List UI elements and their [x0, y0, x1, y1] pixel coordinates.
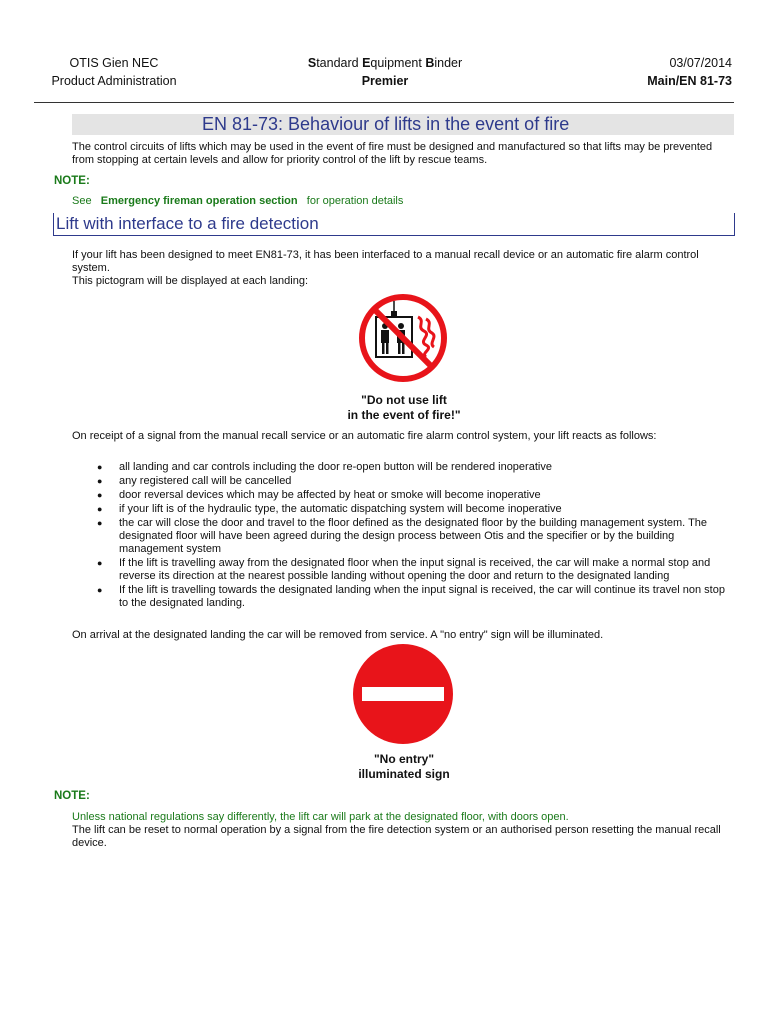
- parking-note: Unless national regulations say differently, the lift car will park at the designated floor, with doors open.: [72, 811, 569, 823]
- list-item: ● all landing and car controls including the door re-open button will be rendered inoperative: [97, 461, 552, 473]
- interface-paragraph: [72, 249, 732, 288]
- list-item: ● If the lift is travelling towards the designated landing when the input signal is received, the car will continue its travel non stop to the designated landing.: [97, 584, 725, 609]
- department-name: Product Administration: [51, 74, 177, 88]
- note-2-text: [72, 811, 734, 850]
- no-entry-icon: [350, 644, 456, 744]
- note-label-2: NOTE:: [54, 790, 90, 802]
- reaction-paragraph: On receipt of a signal from the manual recall service or an automatic fire alarm control system, your lift reacts as follows:: [72, 430, 657, 442]
- note-1-suffix: for operation details: [306, 195, 404, 207]
- note-label-1: NOTE:: [54, 175, 90, 187]
- header-right: [560, 54, 732, 90]
- binder-title: Standard Equipment Binder: [307, 56, 463, 70]
- no-lift-in-fire-icon: [356, 293, 450, 383]
- pictogram-caption-line-1: "Do not use lift: [361, 393, 447, 407]
- list-item: ● any registered call will be cancelled: [97, 475, 292, 487]
- no-entry-caption-line-1: "No entry": [373, 752, 435, 766]
- header-left: [44, 54, 184, 90]
- intro-paragraph: The control circuits of lifts which may be used in the event of fire must be designed and manufactured so that lifts may be prevented from stopping at certain levels and allow for priority control of the lift by rescue teams.: [72, 141, 713, 166]
- document-date: 03/07/2014: [669, 56, 732, 70]
- interface-text: If your lift has been designed to meet EN81-73, it has been interfaced to a manual recall device or an automatic fire alarm control system.: [72, 249, 699, 274]
- no-entry-caption: [284, 752, 524, 782]
- note-1-text: [72, 195, 732, 208]
- list-item: ● the car will close the door and travel to the floor defined as the designated floor by the building management system. The designated floor will have been agreed during the design process between Otis and the specifier or by the building management system: [97, 517, 708, 555]
- fireman-operation-link[interactable]: Emergency fireman operation section: [100, 195, 298, 207]
- pictogram-caption: [284, 393, 524, 423]
- page-title: EN 81-73: Behaviour of lifts in the event of fire: [202, 114, 570, 134]
- list-item: ● If the lift is travelling away from the designated floor when the input signal is received, the car will make a normal stop and reverse its direction at the nearest possible landing without opening the door and return to the designated landing: [97, 557, 711, 582]
- document-reference: Main/EN 81-73: [647, 74, 732, 88]
- header-divider: [34, 102, 734, 103]
- reset-note: The lift can be reset to normal operation by a signal from the fire detection system or an authorised person resetting the manual recall device.: [72, 824, 721, 849]
- section-heading-box: [53, 213, 735, 236]
- reaction-list: [97, 461, 733, 611]
- section-heading: Lift with interface to a fire detection: [56, 214, 319, 233]
- no-entry-caption-line-2: illuminated sign: [358, 767, 450, 781]
- product-name: Premier: [361, 74, 409, 88]
- company-name: OTIS Gien NEC: [69, 56, 159, 70]
- note-1-see: See: [72, 195, 92, 207]
- header-center: [250, 54, 520, 90]
- arrival-paragraph: On arrival at the designated landing the car will be removed from service. A "no entry" sign will be illuminated.: [72, 629, 604, 641]
- pictogram-intro: This pictogram will be displayed at each landing:: [72, 275, 309, 287]
- list-item: ● door reversal devices which may be affected by heat or smoke will become inoperative: [97, 489, 541, 501]
- pictogram-caption-line-2: in the event of fire!": [347, 408, 461, 422]
- list-item: ● if your lift is of the hydraulic type, the automatic dispatching system will become inoperative: [97, 503, 562, 515]
- page-title-bar: [72, 114, 734, 135]
